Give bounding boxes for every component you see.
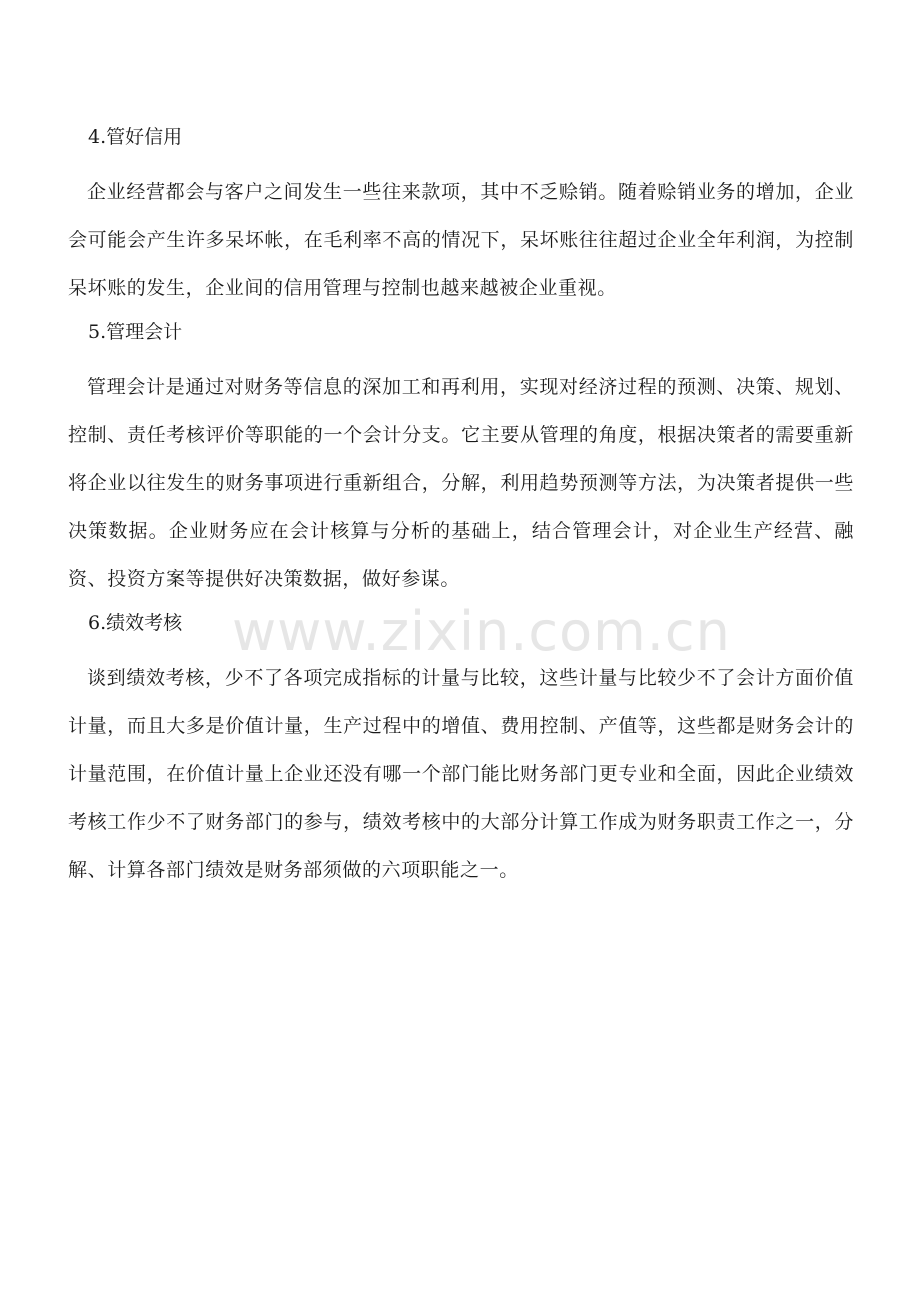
section-paragraph: 管理会计是通过对财务等信息的深加工和再利用，实现对经济过程的预测、决策、规划、控制、责任考核评价等职能的一个会计分支。它主要从管理的角度，根据决策者的需要重新将企业以往发生的财务事项进行重新组合，分解，利用趋势预测等方法，为决策者提供一些决策数据。企业财务应在会计核算与分析的基础上，结合管理会计，对企业生产经营、融资、投资方案等提供好决策数据，做好参谋。 xyxy=(68,376,854,590)
section-credit-management xyxy=(68,119,854,312)
section-heading: 4.管好信用 xyxy=(88,126,183,148)
section-management-accounting xyxy=(68,314,854,603)
section-heading: 5.管理会计 xyxy=(88,321,183,343)
document-body xyxy=(68,119,854,896)
section-performance-evaluation xyxy=(68,605,854,894)
watermark: www.zixin.com.cn xyxy=(232,600,731,663)
section-paragraph: 企业经营都会与客户之间发生一些往来款项，其中不乏赊销。随着赊销业务的增加，企业会可能会产生许多呆坏帐，在毛利率不高的情况下，呆坏账往往超过企业全年利润，为控制呆坏账的发生，企业间的信用管理与控制也越来越被企业重视。 xyxy=(68,181,854,299)
section-heading: 6.绩效考核 xyxy=(88,612,183,634)
section-paragraph: 谈到绩效考核，少不了各项完成指标的计量与比较，这些计量与比较少不了会计方面价值计量，而且大多是价值计量，生产过程中的增值、费用控制、产值等，这些都是财务会计的计量范围，在价值计量上企业还没有哪一个部门能比财务部门更专业和全面，因此企业绩效考核工作少不了财务部门的参与，绩效考核中的大部分计算工作成为财务职责工作之一，分解、计算各部门绩效是财务部须做的六项职能之一。 xyxy=(68,667,854,881)
